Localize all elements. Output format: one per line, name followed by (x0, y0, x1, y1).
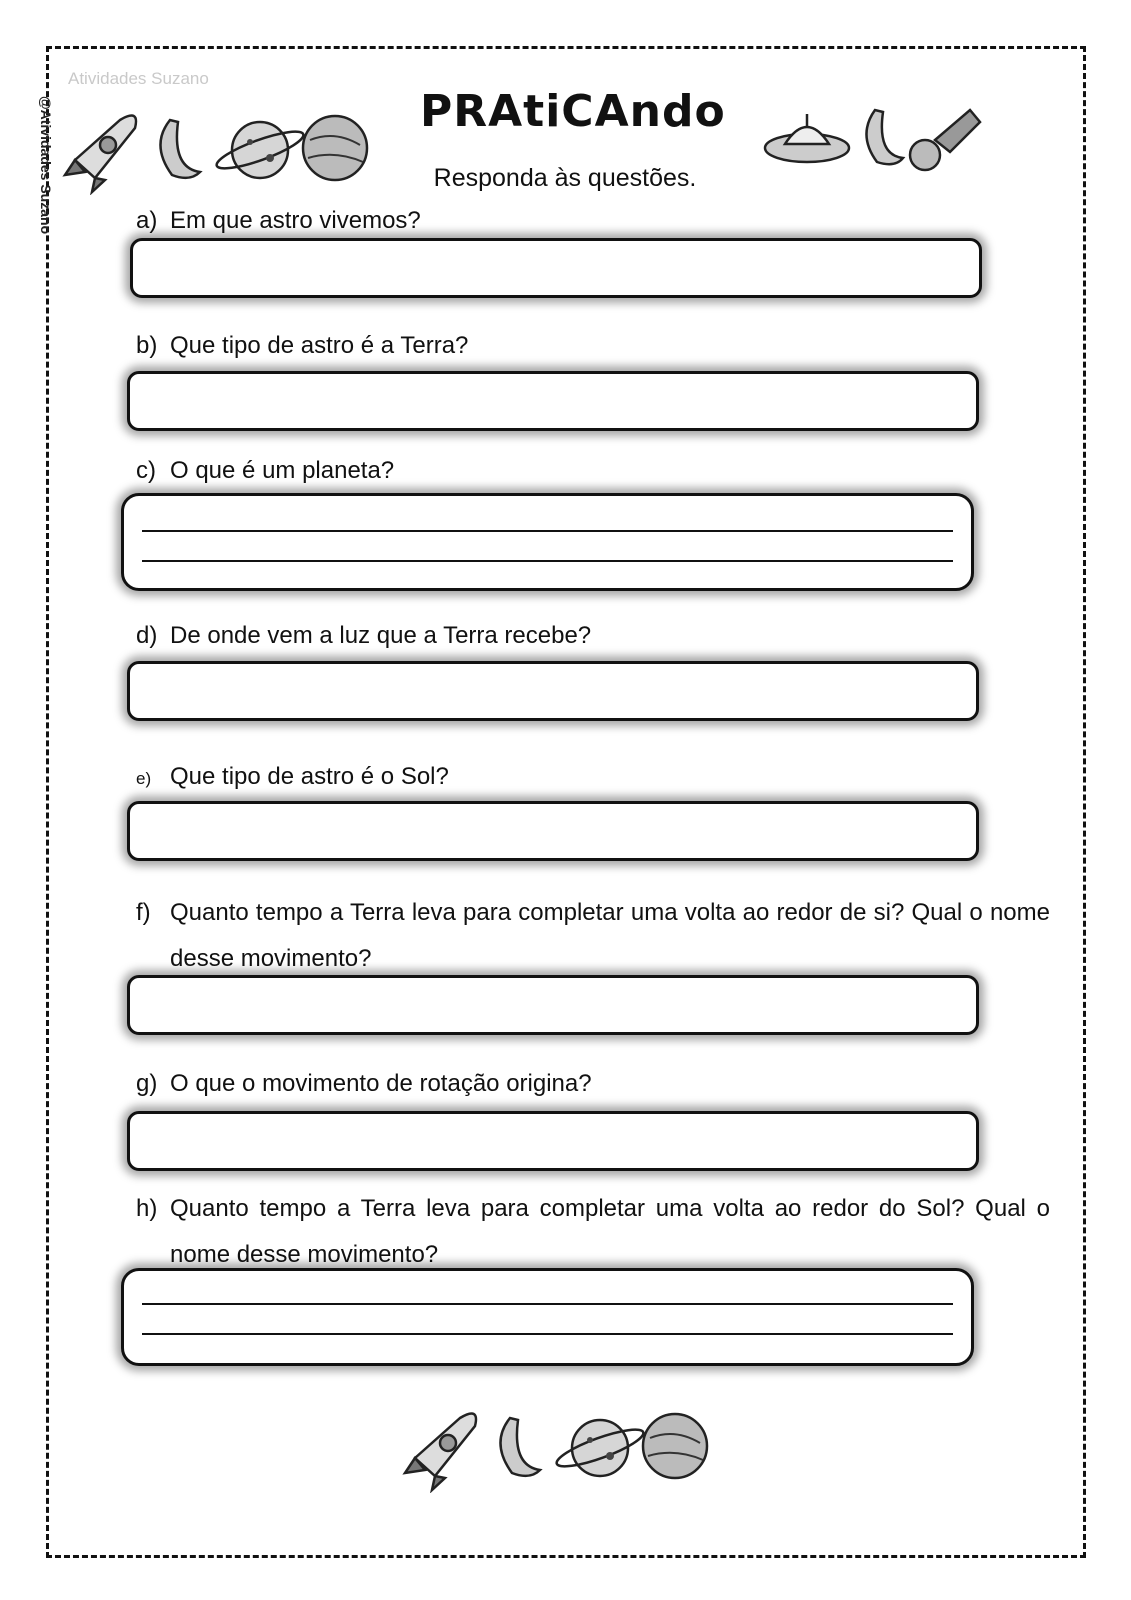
question-text: Em que astro vivemos? (170, 207, 421, 234)
question-letter: f) (136, 899, 151, 926)
question-letter: c) (136, 457, 156, 484)
question-f (136, 890, 1076, 982)
answer-box-b[interactable] (127, 371, 979, 431)
rocket-icon (65, 116, 136, 193)
answer-box-d[interactable] (127, 661, 979, 721)
side-handle-text: @Atividades Suzano (38, 96, 54, 235)
ringed-planet-icon (213, 122, 306, 178)
planet-icon (643, 1414, 707, 1478)
answer-line (142, 560, 953, 562)
question-c (136, 448, 394, 494)
question-h (136, 1186, 1076, 1278)
question-g (136, 1061, 592, 1107)
ufo-icon (765, 114, 849, 162)
question-text: Que tipo de astro é a Terra? (170, 332, 469, 359)
question-text: O que é um planeta? (170, 457, 395, 484)
question-letter: e) (136, 769, 152, 788)
question-letter: h) (136, 1195, 158, 1222)
answer-box-f[interactable] (127, 975, 979, 1035)
instructions: Responda às questões. (433, 164, 697, 192)
rocket-icon (405, 1414, 476, 1491)
answer-box-h[interactable] (121, 1268, 974, 1366)
question-letter: b) (136, 332, 158, 359)
meteor-icon (935, 110, 980, 152)
question-text: Quanto tempo a Terra leva para completar uma volta ao redor do Sol? Qual o nome desse movimento? (170, 1195, 1050, 1268)
answer-box-e[interactable] (127, 801, 979, 861)
space-decoration-top-left (60, 100, 380, 195)
moon-icon (866, 110, 903, 164)
question-letter: g) (136, 1070, 158, 1097)
answer-line (142, 530, 953, 532)
planet-icon (303, 116, 367, 180)
question-text: O que o movimento de rotação origina? (170, 1070, 592, 1097)
moon-icon (160, 120, 200, 178)
answer-box-a[interactable] (130, 238, 982, 298)
space-decoration-bottom (400, 1398, 720, 1493)
ringed-planet-icon (553, 1420, 646, 1476)
watermark: Atividades Suzano (68, 69, 209, 88)
space-decoration-top-right (735, 100, 985, 175)
planet-icon (910, 140, 940, 170)
page-title: PRAtiCAndo (420, 86, 726, 137)
question-letter: a) (136, 207, 158, 234)
question-text: De onde vem a luz que a Terra recebe? (170, 622, 592, 649)
moon-icon (500, 1418, 540, 1476)
question-b (136, 323, 468, 369)
question-d (136, 613, 591, 659)
answer-box-c[interactable] (121, 493, 974, 591)
answer-line (142, 1333, 953, 1335)
question-text: Quanto tempo a Terra leva para completar uma volta ao redor de si? Qual o nome desse movimento? (170, 899, 1050, 972)
answer-box-g[interactable] (127, 1111, 979, 1171)
question-text: Que tipo de astro é o Sol? (170, 763, 449, 790)
question-letter: d) (136, 622, 158, 649)
question-e (136, 754, 449, 802)
answer-line (142, 1303, 953, 1305)
